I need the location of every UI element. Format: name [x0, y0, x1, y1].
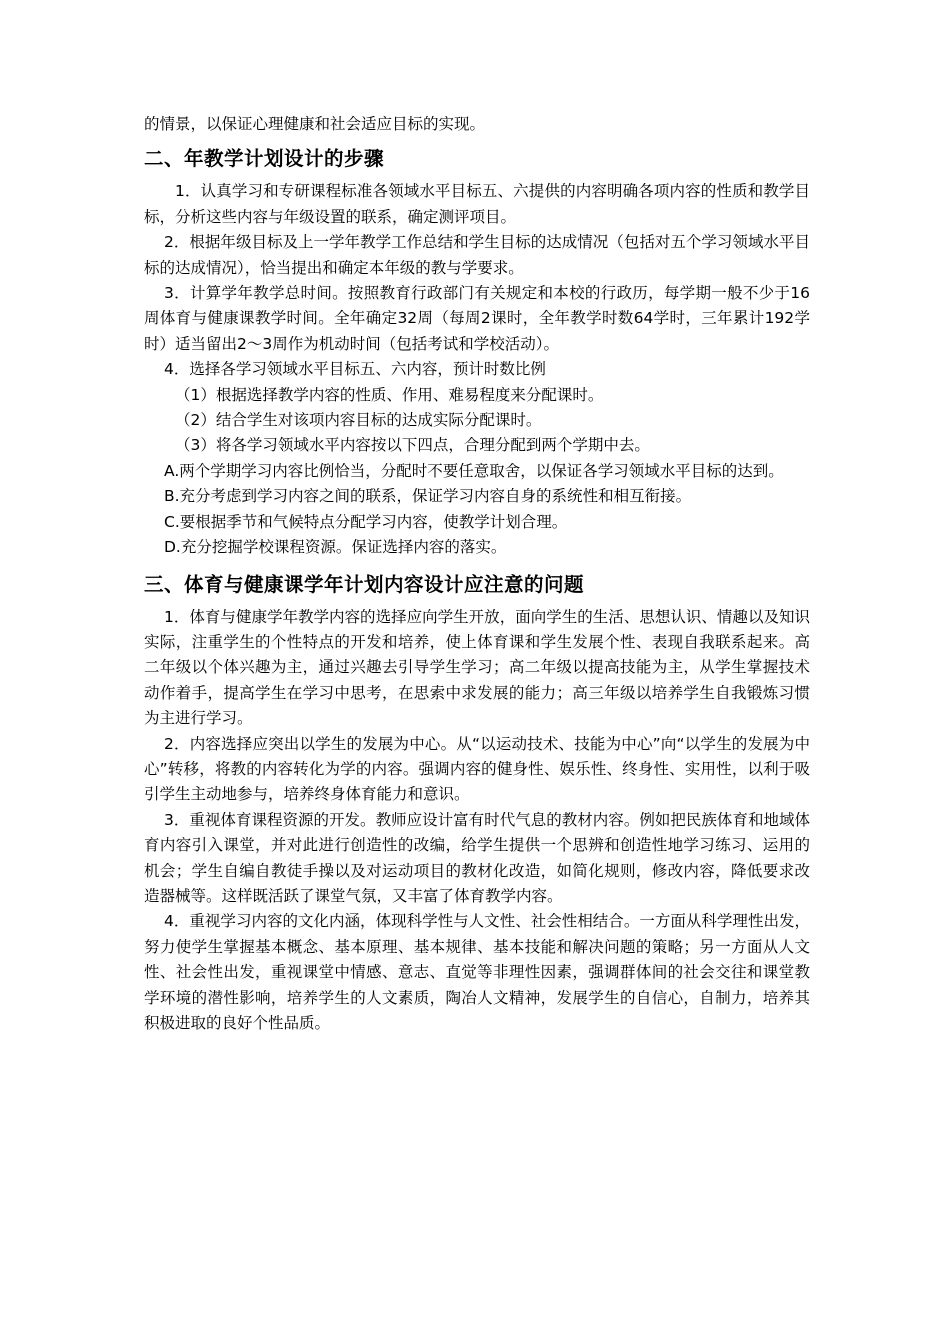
section-2-sub-item-3: （3）将各学习领域水平内容按以下四点，合理分配到两个学期中去。	[175, 436, 650, 455]
section-2-point-a: A.两个学期学习内容比例恰当，分配时不要任意取舍，以保证各学习领域水平目标的达到。	[164, 461, 784, 480]
section-2-sub-item-2: （2）结合学生对该项内容目标的达成实际分配课时。	[175, 411, 542, 430]
section-2-sub-item-1: （1）根据选择教学内容的性质、作用、难易程度来分配课时。	[175, 385, 604, 404]
section-2-paragraph-2: 2．根据年级目标及上一学年教学工作总结和学生目标的达成情况（包括对五个学习领域水平目标的达成情况），恰当提出和确定本年级的教与学要求。	[144, 233, 810, 277]
section-2-paragraph-4: 4．选择各学习领域水平目标五、六内容，预计时数比例	[164, 360, 546, 379]
section-3-paragraph-1: 1．体育与健康学年教学内容的选择应向学生开放，面向学生的生活、思想认识、情趣以及知识实际，注重学生的个性特点的开发和培养，使上体育课和学生发展个性、表现自我联系起来。高二年级以个体兴趣为主，通过兴趣去引导学生学习；高二年级以提高技能为主，从学生掌握技术动作着手，提高学生在学习中思考，在思索中求发展的能力；高三年级以培养学生自我锻炼习惯为主进行学习。	[144, 607, 810, 728]
section-3-paragraph-2: 2．内容选择应突出以学生的发展为中心。从“以运动技术、技能为中心”向“以学生的发展为中心”转移，将教的内容转化为学的内容。强调内容的健身性、娱乐性、终身性、实用性，以利于吸引学生主动地参与，培养终身体育能力和意识。	[144, 734, 810, 804]
section-2-paragraph-3: 3．计算学年教学总时间。按照教育行政部门有关规定和本校的行政历，每学期一般不少于16周体育与健康课教学时间。全年确定32周（每周2课时，全年教学时数64学时，三年累计192学时）适当留出2～3周作为机动时间（包括考试和学校活动）。	[144, 284, 810, 353]
section-3-paragraph-4: 4．重视学习内容的文化内涵，体现科学性与人文性、社会性相结合。一方面从科学理性出发，努力使学生掌握基本概念、基本原理、基本规律、基本技能和解决问题的策略；另一方面从人文性、社会性出发，重视课堂中情感、意志、直觉等非理性因素，强调群体间的社会交往和课堂教学环境的潜性影响，培养学生的人文素质，陶冶人文精神，发展学生的自信心，自制力，培养其积极进取的良好个性品质。	[144, 912, 810, 1032]
section-2-point-d: D.充分挖掘学校课程资源。保证选择内容的落实。	[164, 538, 507, 557]
section-2-paragraph-1: 1．认真学习和专研课程标准各领域水平目标五、六提供的内容明确各项内容的性质和教学目标，分析这些内容与年级设置的联系，确定测评项目。	[144, 182, 810, 226]
section-2-point-b: B.充分考虑到学习内容之间的联系，保证学习内容自身的系统性和相互衔接。	[164, 487, 692, 506]
section-2-heading: 二、年教学计划设计的步骤	[144, 147, 385, 171]
section-2-point-c: C.要根据季节和气候特点分配学习内容，使教学计划合理。	[164, 512, 568, 531]
section-3-heading: 三、体育与健康课学年计划内容设计应注意的问题	[144, 572, 585, 596]
lead-paragraph: 的情景，以保证心理健康和社会适应目标的实现。	[144, 115, 486, 133]
section-3-paragraph-3: 3．重视体育课程资源的开发。教师应设计富有时代气息的教材内容。例如把民族体育和地域体育内容引入课堂，并对此进行创造性的改编，给学生提供一个思辨和创造性地学习练习、运用的机会；学生自编自教徒手操以及对运动项目的教材化改造，如简化规则，修改内容，降低要求改造器械等。这样既活跃了课堂气氛，又丰富了体育教学内容。	[144, 810, 810, 905]
document-page	[144, 112, 810, 1036]
